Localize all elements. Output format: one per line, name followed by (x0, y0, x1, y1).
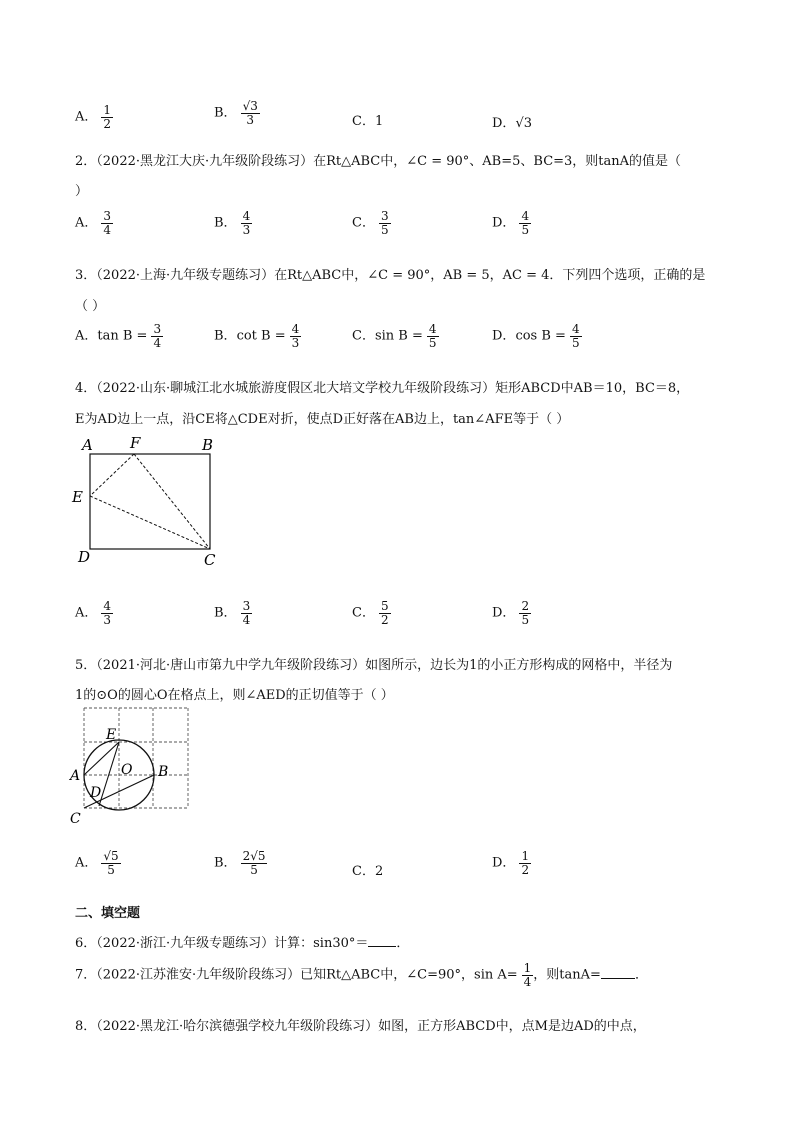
answer-blank[interactable] (368, 934, 396, 947)
label-c: C (70, 811, 81, 827)
denominator: 3 (103, 612, 112, 627)
q7-stem (75, 962, 648, 988)
q3-stem-line1: 3．（2022·上海·九年级专题练习）在Rt△ABC中，∠C = 90°，AB = 5，AC = 4．下列四个选项，正确的是 (75, 268, 706, 283)
section-heading: 二、填空题 (75, 906, 141, 921)
denominator: 4 (103, 222, 112, 237)
denominator: 4 (153, 335, 162, 350)
q8-stem: 8．（2022·黑龙江·哈尔滨德强学校九年级阶段练习）如图，正方形ABCD中，点M是边AD的中点， (75, 1019, 646, 1034)
q4-option-a[interactable] (75, 600, 113, 626)
q6-text: 6．（2022·浙江·九年级专题练习）计算：sin30°＝ (75, 936, 369, 951)
rectangle-abcd (90, 454, 210, 549)
label-b: B (158, 764, 169, 780)
label-e: E (72, 488, 83, 506)
fraction (101, 600, 113, 626)
numerator: √3 (242, 99, 258, 113)
q6-end: ． (396, 936, 410, 951)
q7-text-pre: 7．（2022·江苏淮安·九年级阶段练习）已知Rt△ABC中，∠C=90°，sin A= (75, 967, 518, 983)
label-o: O (121, 762, 133, 778)
fraction (570, 323, 582, 349)
q4-option-c[interactable] (352, 600, 391, 626)
numerator: 2√5 (242, 849, 266, 863)
denominator: 2 (521, 862, 530, 877)
numerator: 4 (521, 209, 530, 223)
fraction (241, 100, 260, 126)
segment-fe (90, 454, 134, 496)
q5-stem-line2: 1的⊙O的圆心O在格点上，则∠AED的正切值等于（ ） (75, 688, 394, 703)
numerator: 3 (380, 209, 389, 223)
option-letter: D． (492, 328, 516, 344)
denominator: 3 (246, 112, 255, 127)
fraction (241, 850, 268, 876)
q2-option-b[interactable] (214, 210, 252, 236)
label-d: D (90, 785, 102, 801)
label-e: E (106, 727, 117, 743)
option-letter: C． (352, 114, 375, 129)
q1-option-a[interactable] (75, 104, 113, 130)
option-letter: B． (214, 605, 237, 621)
option-letter: A． (75, 215, 98, 231)
numerator: 3 (242, 599, 251, 613)
q3-stem-line2: （ ） (75, 299, 106, 314)
q5-stem-line1: 5．（2021·河北·唐山市第九中学九年级阶段练习）如图所示，边长为1的小正方形构成的网格中，半径为 (75, 658, 673, 673)
segment-ec (90, 496, 210, 549)
q5-option-a[interactable] (75, 850, 121, 876)
numerator: 5 (380, 599, 389, 613)
q3-option-c[interactable] (352, 323, 439, 349)
denominator: 2 (380, 612, 389, 627)
option-letter: B． (214, 215, 237, 231)
fraction (101, 210, 113, 236)
fraction (290, 323, 302, 349)
q2-stem-line1: 2．（2022·黑龙江大庆·九年级阶段练习）在Rt△ABC中，∠C = 90°、AB=5、BC=3，则tanA的值是（ (75, 154, 682, 169)
numerator: 4 (428, 322, 437, 336)
denominator: 5 (571, 335, 580, 350)
option-letter: D． (492, 855, 516, 871)
fraction (379, 210, 391, 236)
q7-text-post: ，则tanA= (533, 967, 601, 983)
option-letter: A． (75, 328, 98, 344)
option-letter: D． (492, 215, 516, 231)
option-letter: D． (492, 605, 516, 621)
fraction (101, 850, 120, 876)
option-letter: B． (214, 855, 237, 871)
q3-option-a[interactable] (75, 323, 163, 349)
option-expression: cot B = (236, 328, 286, 344)
numerator: 1 (523, 961, 532, 975)
q2-option-a[interactable] (75, 210, 113, 236)
q1-option-c[interactable] (352, 110, 383, 129)
numerator: 3 (103, 209, 112, 223)
q1-option-b[interactable] (214, 100, 260, 126)
q6-stem (75, 932, 409, 951)
option-value: √3 (515, 116, 532, 131)
q5-option-b[interactable] (214, 850, 267, 876)
q3-option-d[interactable] (492, 323, 582, 349)
denominator: 4 (242, 612, 251, 627)
denominator: 4 (523, 974, 532, 989)
option-letter: D． (492, 116, 516, 131)
numerator: 2 (521, 599, 530, 613)
fraction (519, 850, 531, 876)
option-expression: sin B = (374, 328, 423, 344)
label-b: B (202, 436, 214, 454)
denominator: 5 (250, 862, 258, 877)
q3-option-b[interactable] (214, 323, 301, 349)
fraction (241, 600, 253, 626)
segment-fc (134, 454, 210, 549)
q4-rectangle-figure (70, 432, 230, 572)
numerator: 4 (291, 322, 300, 336)
denominator: 5 (107, 862, 115, 877)
q1-option-d[interactable] (492, 112, 532, 131)
q2-option-c[interactable] (352, 210, 391, 236)
q4-stem-line1: 4．（2022·山东·聊城江北水城旅游度假区北大培文学校九年级阶段练习）矩形ABCD中AB＝10，BC＝8， (75, 381, 690, 396)
q4-option-d[interactable] (492, 600, 531, 626)
fraction (151, 323, 163, 349)
label-f: F (130, 434, 141, 452)
denominator: 5 (521, 222, 530, 237)
option-letter: A． (75, 605, 98, 621)
fraction (379, 600, 391, 626)
q4-stem-line2: E为AD边上一点，沿CE将△CDE对折，使点D正好落在AB边上，tan∠AFE等于（ ） (75, 412, 570, 427)
q5-option-d[interactable] (492, 850, 531, 876)
option-letter: A． (75, 855, 98, 871)
option-letter: C． (352, 605, 375, 621)
answer-blank[interactable] (601, 966, 635, 979)
numerator: 4 (242, 209, 251, 223)
option-expression: cos B = (515, 328, 566, 344)
denominator: 3 (291, 335, 300, 350)
fraction (519, 210, 531, 236)
q7-end: ． (634, 967, 648, 983)
fraction (101, 104, 113, 130)
option-value: 1 (374, 114, 384, 129)
denominator: 5 (521, 612, 530, 627)
denominator: 3 (242, 222, 251, 237)
numerator: 1 (103, 103, 112, 117)
option-value: 2 (374, 864, 384, 879)
option-letter: C． (352, 864, 375, 879)
denominator: 2 (103, 116, 112, 131)
q5-grid-figure (68, 705, 198, 830)
label-d: D (78, 548, 91, 566)
denominator: 5 (428, 335, 437, 350)
fraction (519, 600, 531, 626)
label-c: C (204, 551, 216, 569)
numerator: 3 (153, 322, 162, 336)
numerator: 1 (521, 849, 530, 863)
numerator: √5 (103, 849, 119, 863)
fraction (522, 962, 534, 988)
fraction (427, 323, 439, 349)
numerator: 4 (103, 599, 112, 613)
fraction (241, 210, 253, 236)
q5-option-c[interactable] (352, 860, 383, 879)
label-a: A (70, 768, 81, 784)
q2-option-d[interactable] (492, 210, 531, 236)
option-letter: C． (352, 328, 375, 344)
denominator: 5 (380, 222, 389, 237)
option-letter: B． (214, 328, 237, 344)
option-letter: C． (352, 215, 375, 231)
label-a: A (82, 436, 93, 454)
numerator: 4 (571, 322, 580, 336)
q4-option-b[interactable] (214, 600, 252, 626)
option-expression: tan B = (97, 328, 148, 344)
option-letter: A． (75, 109, 98, 125)
q2-stem-line2: ） (75, 184, 89, 199)
option-letter: B． (214, 105, 237, 121)
